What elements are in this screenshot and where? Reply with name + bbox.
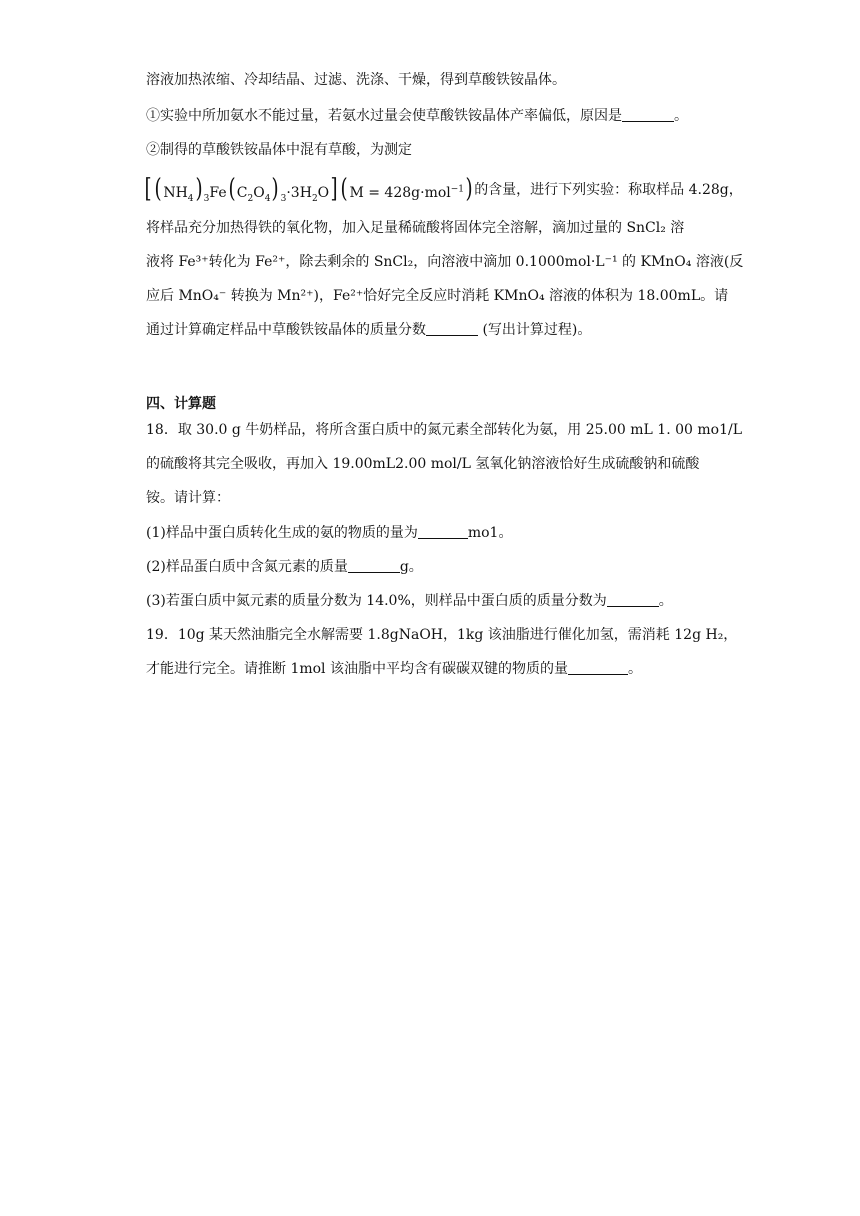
q17-sub2-intro: ②制得的草酸铁铵晶体中混有草酸，为测定: [146, 142, 412, 158]
q19-line-1: 19．10g 某天然油脂完全水解需要 1.8gNaOH，1kg 该油脂进行催化加氢，需消耗 12g H₂，: [146, 627, 738, 643]
q17-line-7: 应后 MnO₄⁻ 转换为 Mn²⁺)，Fe²⁺恰好完全反应时消耗 KMnO₄ 溶液的体积为 18.00mL。请: [146, 288, 729, 304]
answer-blank[interactable]: [418, 524, 468, 539]
q18-line-3: 铵。请计算：: [146, 490, 230, 506]
q18-part-1: [146, 523, 512, 543]
q17-line-1: 溶液加热浓缩、冷却结晶、过滤、洗涤、干燥，得到草酸铁铵晶体。: [146, 72, 566, 88]
answer-blank[interactable]: [607, 592, 659, 607]
q19-line-2: [146, 659, 642, 679]
q17-sub1: [146, 106, 688, 126]
answer-blank[interactable]: [568, 660, 628, 675]
q18-part-3-text: (3)若蛋白质中氮元素的质量分数为 14.0%，则样品中蛋白质的质量分数为: [146, 593, 607, 609]
q17-line-8: [146, 320, 591, 340]
q17-line-5: 将样品充分加热得铁的氧化物，加入足量稀硫酸将固体完全溶解，滴加过量的 SnCl₂ 溶: [146, 220, 685, 236]
q19-line-2-text: 才能进行完全。请推断 1mol 该油脂中平均含有碳碳双键的物质的量: [146, 661, 568, 677]
q17-line-8-text: 通过计算确定样品中草酸铁铵晶体的质量分数: [146, 322, 426, 338]
q18-part-2: [146, 557, 423, 577]
formula-line: [143, 174, 743, 204]
q18-part-1-unit: mo1。: [467, 525, 513, 541]
q18-line-1: 18．取 30.0 g 牛奶样品，将所含蛋白质中的氮元素全部转化为氨，用 25.00 mL 1. 00 mo1/L: [146, 422, 742, 438]
q17-sub1-end: 。: [674, 108, 688, 124]
q17-line-8-end: (写出计算过程)。: [478, 322, 592, 338]
q19-line-2-end: 。: [628, 661, 642, 677]
chemical-formula: [ ( $NH_4$) $_3$Fe( $C_2O_4$) $_3\cdot 3H_2O$] ( M = 428g·mol$^{-1}$): [144, 174, 473, 204]
q18-part-2-text: (2)样品蛋白质中含氮元素的质量: [146, 559, 348, 575]
q17-sub1-text: ①实验中所加氨水不能过量，若氨水过量会使草酸铁铵晶体产率偏低，原因是: [146, 108, 622, 124]
answer-blank[interactable]: [348, 558, 400, 573]
q17-line-6: 液将 Fe³⁺转化为 Fe²⁺，除去剩余的 SnCl₂，向溶液中滴加 0.1000mol·L⁻¹ 的 KMnO₄ 溶液(反: [146, 254, 744, 270]
section-title: 四、计算题: [146, 396, 216, 412]
q18-part-2-unit: g。: [399, 559, 423, 575]
answer-blank[interactable]: [622, 107, 674, 122]
q18-part-1-text: (1)样品中蛋白质转化生成的氨的物质的量为: [146, 525, 418, 541]
answer-blank[interactable]: [426, 321, 478, 336]
q18-line-2: 的硫酸将其完全吸收，再加入 19.00mL2.00 mol/L 氢氧化钠溶液恰好生成硫酸钠和硫酸: [146, 456, 700, 472]
q18-part-3-end: 。: [658, 593, 673, 609]
q18-part-3: [146, 591, 673, 611]
formula-line-text: 的含量，进行下列实验：称取样品 4.28g，: [474, 182, 743, 198]
